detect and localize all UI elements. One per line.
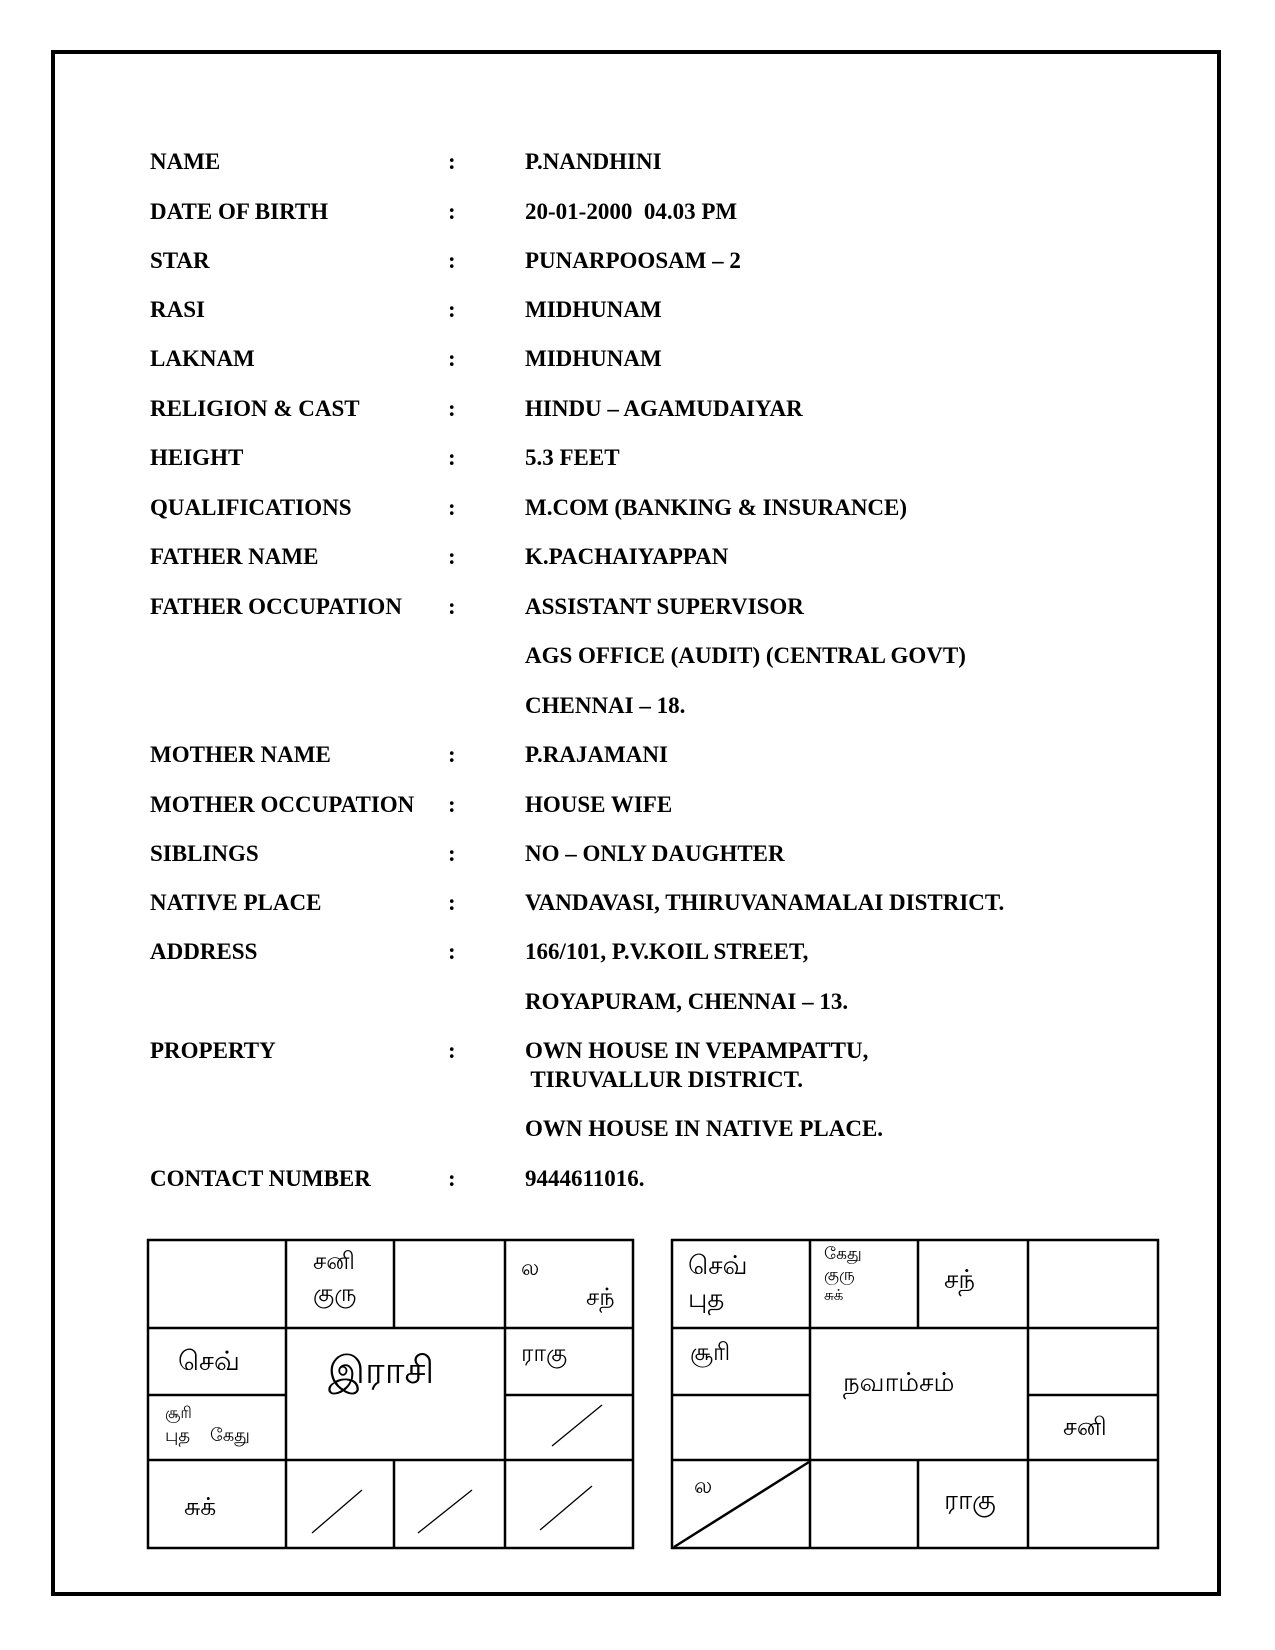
empty-cell-slash — [552, 1405, 602, 1446]
navamsa-chart-title: நவாம்சம் — [843, 1368, 955, 1398]
label-name: NAME — [150, 149, 221, 174]
rasi-cell-chandra: சந் — [586, 1283, 615, 1311]
separator: : — [448, 544, 456, 569]
value-rasi: MIDHUNAM — [525, 297, 662, 322]
value-siblings: NO – ONLY DAUGHTER — [525, 841, 785, 866]
separator: : — [448, 594, 456, 619]
separator: : — [448, 149, 456, 174]
label-mother-name: MOTHER NAME — [150, 742, 331, 767]
empty-cell-slash — [418, 1490, 472, 1533]
navamsa-cell-raghu: ராகு — [944, 1485, 996, 1516]
value-father-occupation: ASSISTANT SUPERVISOR — [525, 594, 804, 619]
navamsa-cell-sani: சனி — [1063, 1412, 1107, 1441]
label-property: PROPERTY — [150, 1038, 276, 1063]
separator: : — [448, 297, 456, 322]
navamsa-cell-guru: குரு — [824, 1265, 855, 1285]
value-native-place: VANDAVASI, THIRUVANAMALAI DISTRICT. — [525, 890, 1005, 915]
separator: : — [448, 742, 456, 767]
navamsa-cell-sukkiran: சுக் — [824, 1286, 844, 1304]
separator: : — [448, 346, 456, 371]
value-religion-cast: HINDU – AGAMUDAIYAR — [525, 396, 803, 421]
rasi-cell-guru: குரு — [313, 1279, 357, 1307]
value-mother-occupation: HOUSE WIFE — [525, 792, 673, 817]
label-father-name: FATHER NAME — [150, 544, 319, 569]
empty-cell-slash — [540, 1486, 592, 1530]
rasi-cell-sukkiran: சுக் — [184, 1492, 217, 1521]
value-property-line2: TIRUVALLUR DISTRICT. — [525, 1067, 803, 1092]
value-father-name: K.PACHAIYAPPAN — [525, 544, 729, 569]
separator: : — [448, 841, 456, 866]
value-star: PUNARPOOSAM – 2 — [525, 248, 741, 273]
label-date-of-birth: DATE OF BIRTH — [150, 199, 329, 224]
separator: : — [448, 890, 456, 915]
separator: : — [448, 939, 456, 964]
label-mother-occupation: MOTHER OCCUPATION — [150, 792, 415, 817]
label-qualifications: QUALIFICATIONS — [150, 495, 352, 520]
rasi-cell-budhan: புத — [165, 1425, 191, 1446]
value-property-line3: OWN HOUSE IN NATIVE PLACE. — [525, 1116, 884, 1141]
separator: : — [448, 792, 456, 817]
separator: : — [448, 495, 456, 520]
value-height: 5.3 FEET — [525, 445, 620, 470]
value-father-occupation-line2: AGS OFFICE (AUDIT) (CENTRAL GOVT) — [525, 643, 966, 668]
value-qualifications: M.COM (BANKING & INSURANCE) — [525, 495, 908, 520]
label-address: ADDRESS — [150, 939, 258, 964]
value-father-occupation-line3: CHENNAI – 18. — [525, 693, 686, 718]
label-contact-number: CONTACT NUMBER — [150, 1166, 371, 1191]
rasi-cell-sevvai: செவ் — [178, 1346, 240, 1377]
navamsa-cell-lagnam: ல — [694, 1474, 713, 1499]
value-date-of-birth: 20-01-2000 04.03 PM — [525, 199, 738, 224]
separator: : — [448, 396, 456, 421]
label-siblings: SIBLINGS — [150, 841, 259, 866]
rasi-cell-suriyan: சூரி — [165, 1403, 192, 1422]
label-laknam: LAKNAM — [150, 346, 255, 371]
navamsa-cell-chandra: சந் — [944, 1265, 976, 1295]
label-star: STAR — [150, 248, 210, 273]
navamsa-cell-suriyan: சூரி — [690, 1338, 731, 1366]
separator: : — [448, 1038, 456, 1063]
value-laknam: MIDHUNAM — [525, 346, 662, 371]
rasi-cell-lagnam: ல — [521, 1256, 540, 1281]
label-rasi: RASI — [150, 297, 205, 322]
rasi-cell-kethu: கேது — [210, 1425, 250, 1446]
value-mother-name: P.RAJAMANI — [525, 742, 668, 767]
value-address: 166/101, P.V.KOIL STREET, — [525, 939, 809, 964]
label-religion-cast: RELIGION & CAST — [150, 396, 360, 421]
value-contact-number: 9444611016. — [525, 1166, 645, 1191]
separator: : — [448, 199, 456, 224]
value-address-line2: ROYAPURAM, CHENNAI – 13. — [525, 989, 849, 1014]
navamsa-cell-sevvai: செவ் — [688, 1251, 748, 1281]
navamsa-cell-kethu: கேது — [824, 1244, 862, 1264]
value-property: OWN HOUSE IN VEPAMPATTU, — [525, 1038, 869, 1063]
rasi-chart-title: இராசி — [328, 1348, 435, 1392]
value-name: P.NANDHINI — [525, 149, 662, 174]
empty-cell-slash — [312, 1490, 362, 1533]
navamsa-cell-budhan: புத — [688, 1284, 725, 1314]
label-father-occupation: FATHER OCCUPATION — [150, 594, 402, 619]
rasi-cell-raghu: ராகு — [521, 1339, 568, 1367]
label-height: HEIGHT — [150, 445, 244, 470]
separator: : — [448, 445, 456, 470]
rasi-cell-sani: சனி — [313, 1247, 355, 1275]
separator: : — [448, 248, 456, 273]
separator: : — [448, 1166, 456, 1191]
label-native-place: NATIVE PLACE — [150, 890, 322, 915]
